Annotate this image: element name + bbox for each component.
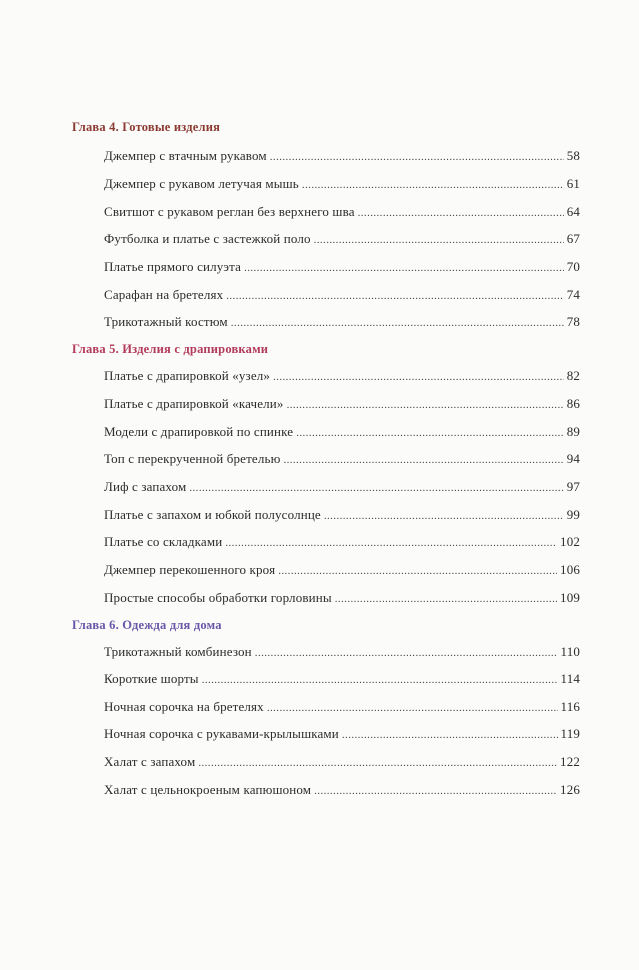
toc-entry	[104, 479, 580, 497]
toc-entry	[104, 148, 580, 166]
entry-title: Халат с цельнокроеным капюшоном	[104, 782, 312, 797]
page-number: 122	[560, 754, 580, 769]
toc-entry	[104, 204, 580, 222]
chapter-4-title: Глава 4. Готовые изделия	[72, 120, 221, 134]
toc-entry	[104, 699, 580, 717]
page-number: 94	[566, 451, 580, 466]
dot-leader	[302, 179, 564, 191]
page-number: 64	[566, 204, 580, 219]
entry-title: Трикотажный костюм	[104, 314, 228, 329]
page-number: 58	[566, 148, 580, 163]
toc-entry	[104, 424, 580, 442]
page-number: 110	[560, 644, 580, 659]
toc-entry	[104, 726, 580, 744]
page-number: 78	[566, 314, 580, 329]
dot-leader	[358, 207, 564, 219]
page-number: 67	[566, 231, 580, 246]
page-number: 86	[566, 396, 580, 411]
toc-entry	[104, 754, 580, 772]
dot-leader	[283, 454, 563, 466]
dot-leader	[267, 702, 558, 714]
dot-leader	[314, 785, 557, 797]
entry-title: Лиф с запахом	[104, 479, 187, 494]
page-number: 102	[560, 534, 580, 549]
entry-title: Топ с перекрученной бретелью	[104, 451, 281, 466]
chapter-6-title: Глава 6. Одежда для дома	[72, 618, 222, 632]
page-number: 99	[566, 507, 580, 522]
toc-entry	[104, 534, 580, 552]
dot-leader	[255, 647, 558, 659]
dot-leader	[273, 371, 564, 383]
toc-entry	[104, 671, 580, 689]
entry-title: Джемпер перекошенного кроя	[104, 562, 276, 577]
page-number: 89	[566, 424, 580, 439]
toc-entry	[104, 287, 580, 305]
entry-title: Джемпер с рукавом летучая мышь	[104, 176, 299, 191]
page-number: 97	[566, 479, 580, 494]
toc-entry	[104, 562, 580, 580]
toc-entry	[104, 396, 580, 414]
entry-title: Платье прямого силуэта	[104, 259, 242, 274]
toc-entry	[104, 176, 580, 194]
page-number: 74	[566, 287, 580, 302]
page-number: 119	[560, 726, 580, 741]
toc-entry	[104, 590, 580, 608]
dot-leader	[231, 317, 564, 329]
entry-title: Платье с драпировкой «качели»	[104, 396, 284, 411]
entry-title: Ночная сорочка с рукавами-крылышками	[104, 726, 339, 741]
chapter-5-title: Глава 5. Изделия с драпировками	[72, 342, 269, 356]
entry-title: Короткие шорты	[104, 671, 199, 686]
dot-leader	[198, 757, 557, 769]
toc-entry	[104, 451, 580, 469]
page-number: 116	[560, 699, 580, 714]
dot-leader	[324, 510, 564, 522]
entry-title: Свитшот с рукавом реглан без верхнего шва	[104, 204, 355, 219]
entry-title: Модели с драпировкой по спинке	[104, 424, 294, 439]
entry-title: Халат с запахом	[104, 754, 196, 769]
dot-leader	[287, 399, 564, 411]
page-number: 61	[566, 176, 580, 191]
dot-leader	[342, 729, 558, 741]
page-number: 114	[560, 671, 580, 686]
entry-title: Сарафан на бретелях	[104, 287, 224, 302]
dot-leader	[270, 151, 564, 163]
toc-entry	[104, 507, 580, 525]
toc-entry	[104, 782, 580, 800]
entry-title: Простые способы обработки горловины	[104, 590, 332, 605]
entry-title: Футболка и платье с застежкой поло	[104, 231, 311, 246]
dot-leader	[244, 262, 564, 274]
page-number: 109	[560, 590, 580, 605]
page-number: 82	[566, 368, 580, 383]
toc-entry	[104, 314, 580, 332]
dot-leader	[335, 593, 557, 605]
dot-leader	[296, 427, 563, 439]
dot-leader	[202, 674, 558, 686]
toc-entry	[104, 368, 580, 386]
page-number: 126	[560, 782, 580, 797]
entry-title: Платье с драпировкой «узел»	[104, 368, 271, 383]
dot-leader	[278, 565, 557, 577]
entry-title: Платье с запахом и юбкой полусолнце	[104, 507, 321, 522]
page-number: 106	[560, 562, 580, 577]
dot-leader	[225, 537, 557, 549]
dot-leader	[189, 482, 563, 494]
page-number: 70	[566, 259, 580, 274]
entry-title: Трикотажный комбинезон	[104, 644, 252, 659]
dot-leader	[314, 234, 564, 246]
toc-entry	[104, 259, 580, 277]
toc-entry	[104, 644, 580, 662]
dot-leader	[226, 290, 563, 302]
entry-title: Ночная сорочка на бретелях	[104, 699, 264, 714]
entry-title: Платье со складками	[104, 534, 223, 549]
entry-title: Джемпер с втачным рукавом	[104, 148, 267, 163]
toc-entry	[104, 231, 580, 249]
